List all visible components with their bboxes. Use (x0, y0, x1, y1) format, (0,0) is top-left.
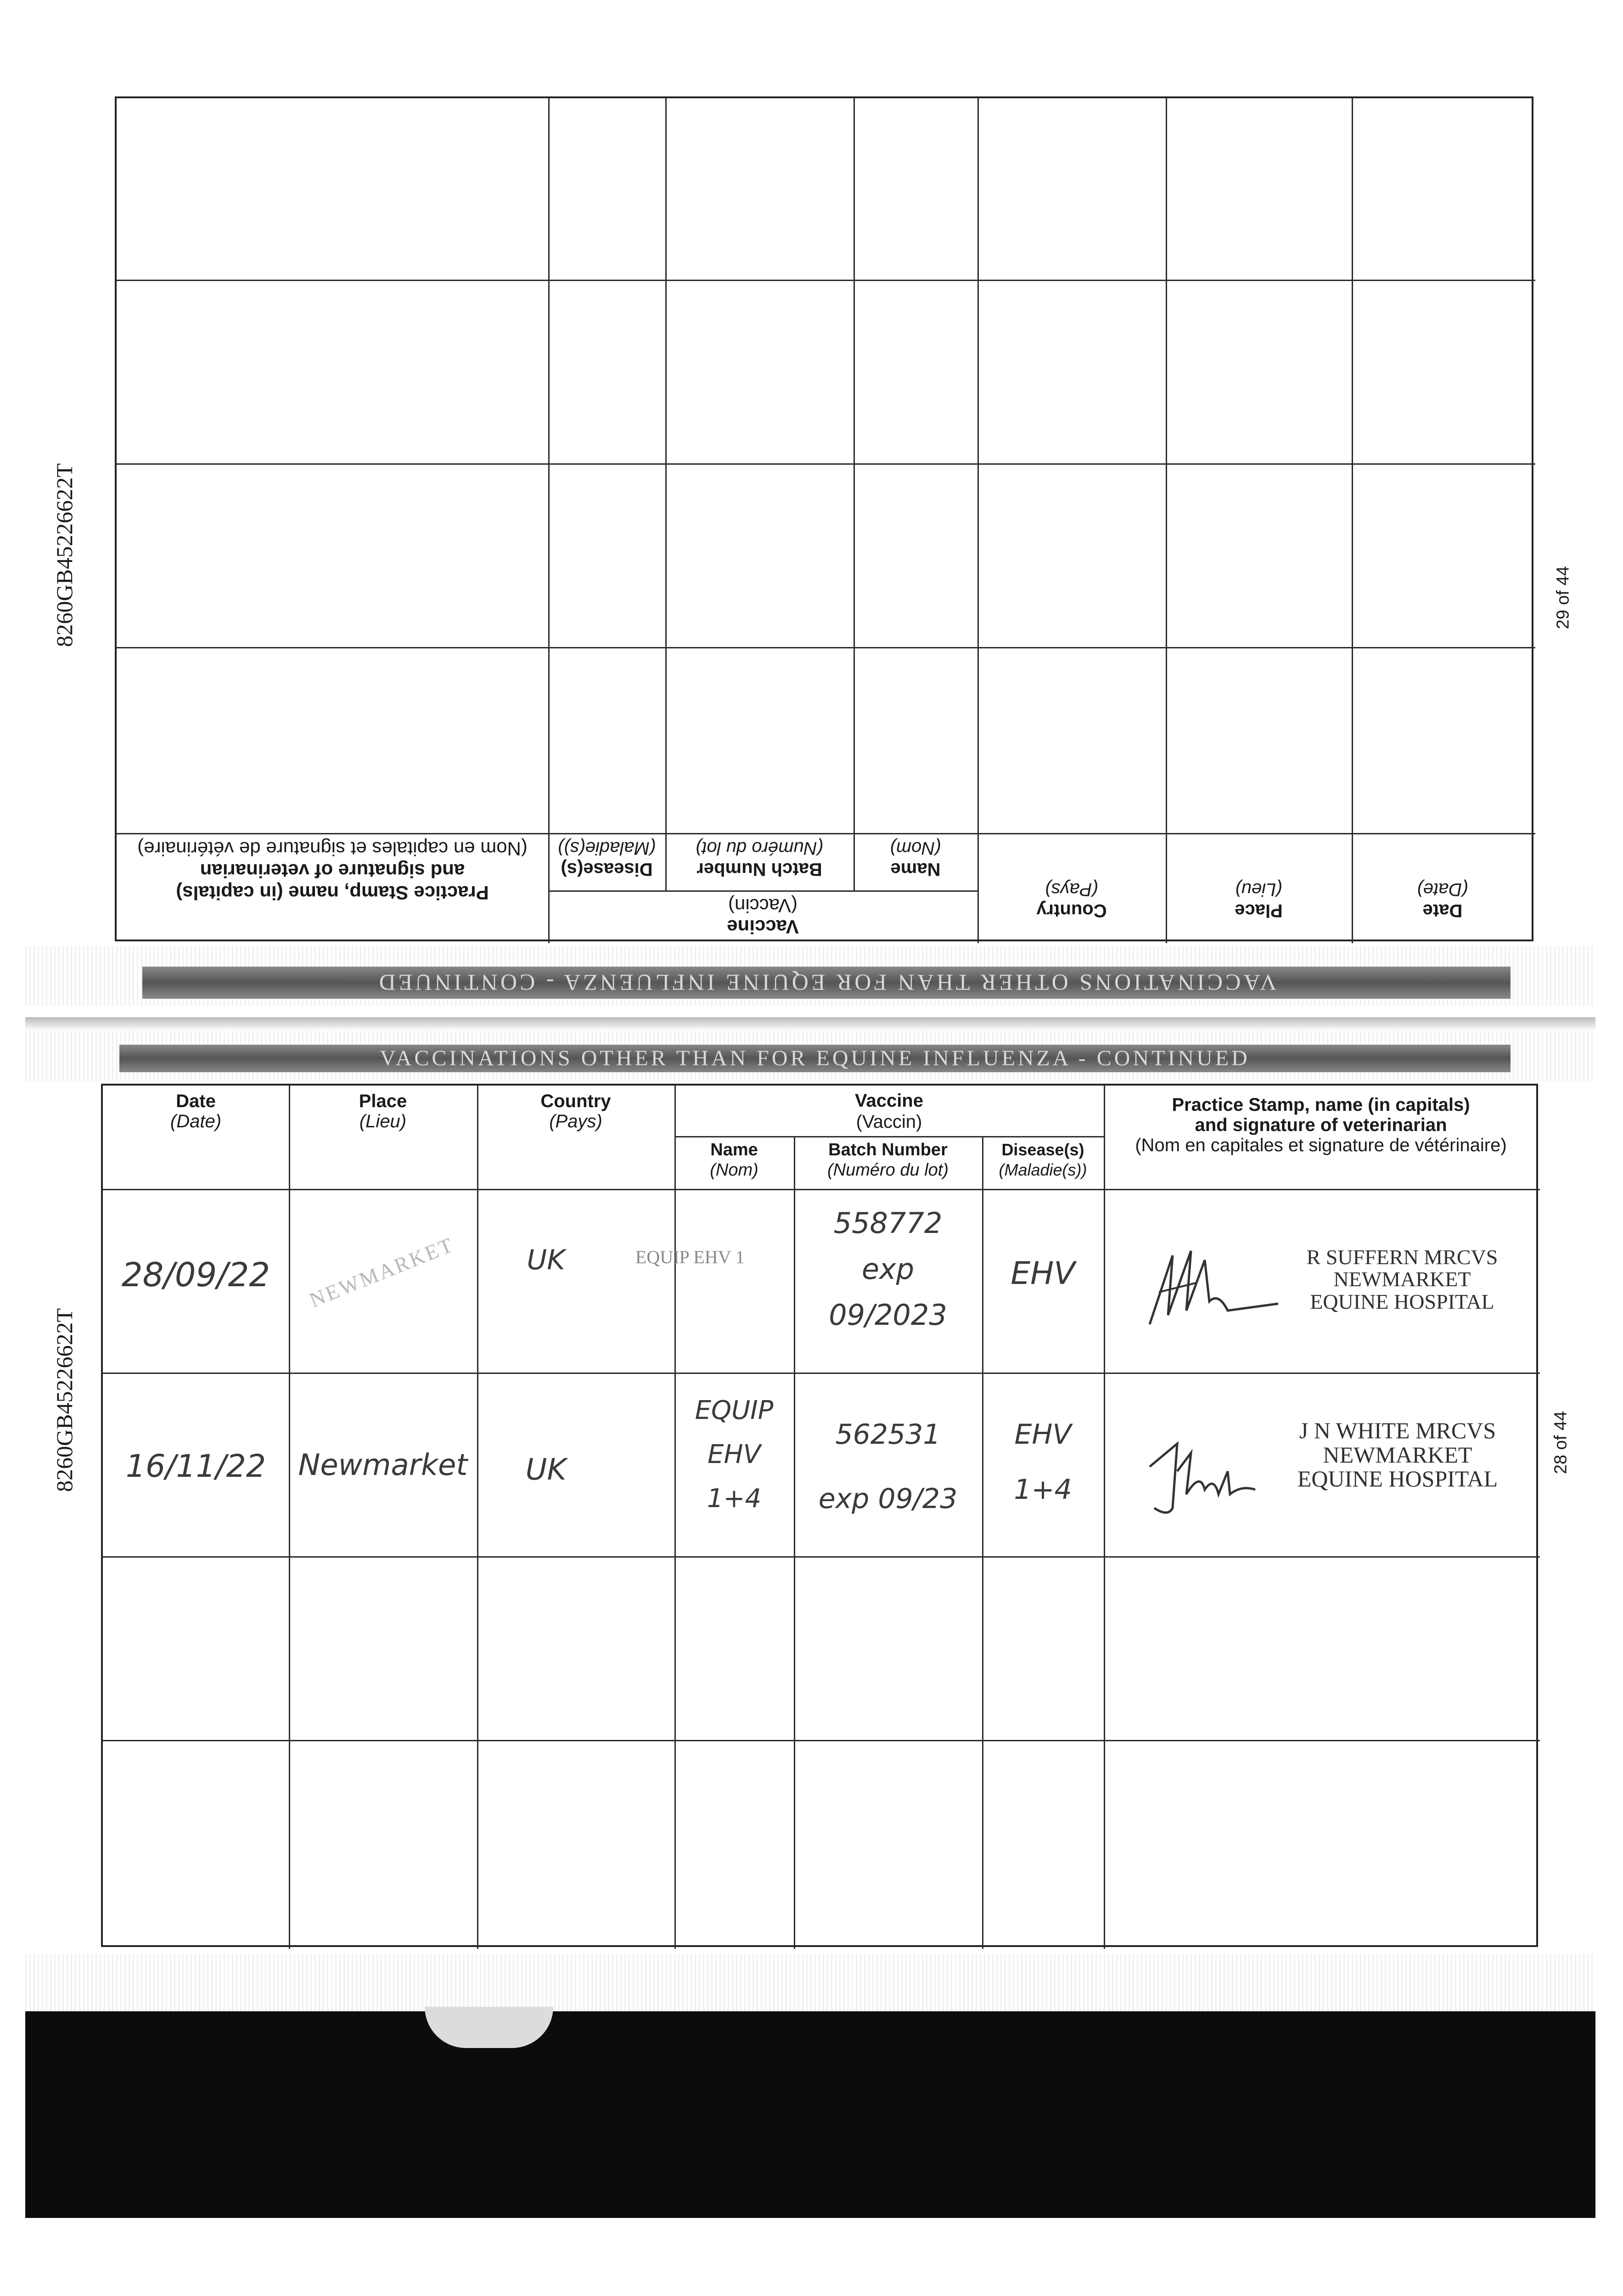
header-name-fr: (Nom) (710, 1160, 758, 1180)
header-stamp-line2: and signature of veterinarian (1195, 1115, 1447, 1135)
upper-header-vaccine (548, 895, 977, 937)
row1-stamp-vet: R SUFFERN MRCVS (1306, 1245, 1498, 1269)
upper-header-name (854, 838, 977, 880)
upper-header-stamp-line2: and signature of veterinarian (200, 860, 465, 882)
row1-practice-stamp (1269, 1246, 1535, 1313)
header-date-label: Date (176, 1091, 216, 1111)
header-disease-fr: (Maladie(s)) (999, 1160, 1087, 1179)
lower-vaccination-table (101, 1084, 1538, 1947)
row1-batch-number: 558772 (833, 1206, 943, 1240)
page-number-bottom: 28 of 44 (1551, 1411, 1571, 1474)
header-disease (982, 1140, 1104, 1180)
header-vaccine (674, 1090, 1104, 1132)
row1-batch-exp: exp (861, 1252, 915, 1286)
upper-header-stamp-fr: (Nom en capitales et signature de vétérinaire) (137, 838, 528, 860)
upper-header-disease (548, 838, 665, 880)
header-vaccine-label: Vaccine (854, 1091, 923, 1111)
row2-batch-exp: exp 09/23 (818, 1483, 958, 1515)
upper-header-country-label: Country (1036, 900, 1107, 921)
header-place (289, 1091, 477, 1131)
header-place-fr: (Lieu) (359, 1111, 407, 1131)
document-id-top: 8260GB45226622T (51, 463, 77, 647)
row2-disease (982, 1407, 1104, 1517)
header-country (477, 1091, 674, 1131)
row1-batch-date: 09/2023 (829, 1298, 947, 1332)
header-vaccine-fr: (Vaccin) (856, 1112, 922, 1132)
upper-header-date (1352, 879, 1533, 921)
header-stamp-fr: (Nom en capitales et signature de vétérinaire) (1135, 1135, 1507, 1155)
row2-stamp-vet: J N WHITE MRCVS (1299, 1418, 1496, 1443)
upper-header-country (977, 879, 1166, 921)
row1-place-stamp: NEWMARKET (306, 1232, 458, 1312)
header-country-label: Country (540, 1091, 611, 1111)
header-country-fr: (Pays) (549, 1111, 602, 1131)
row1-name: EQUIP EHV 1 (635, 1247, 745, 1267)
header-stamp (1104, 1095, 1538, 1155)
upper-header-stamp (117, 838, 548, 904)
row2-batch-number: 562531 (835, 1418, 941, 1451)
document-id-bottom: 8260GB45226622T (51, 1308, 77, 1492)
page-fold (25, 1017, 1595, 1031)
row1-disease: EHV (1011, 1255, 1075, 1292)
upper-header-date-label: Date (1422, 900, 1463, 921)
upper-header-country-fr: (Pays) (1045, 879, 1098, 900)
header-disease-label: Disease(s) (1001, 1140, 1084, 1159)
upper-vaccination-table (115, 96, 1533, 941)
row2-disease-line2: 1+4 (1014, 1474, 1072, 1506)
row2-name-line1: EQUIP (695, 1396, 774, 1425)
header-place-label: Place (359, 1091, 407, 1111)
scan-noise-lower (25, 1954, 1595, 2011)
upper-header-batch (665, 838, 854, 880)
upper-header-name-label: Name (890, 859, 941, 879)
row2-stamp-town: NEWMARKET (1323, 1441, 1472, 1468)
header-name (674, 1140, 794, 1180)
upper-header-batch-label: Batch Number (696, 859, 822, 879)
banner-bottom: VACCINATIONS OTHER THAN FOR EQUINE INFLUENZA - CONTINUED (119, 1045, 1511, 1072)
row1-country: UK (527, 1244, 565, 1276)
upper-header-place (1166, 879, 1352, 921)
row2-stamp-practice: EQUINE HOSPITAL (1297, 1466, 1498, 1491)
upper-header-vaccine-fr: (Vaccin) (728, 895, 797, 917)
upper-header-vaccine-label: Vaccine (727, 916, 799, 938)
scanner-dark-band (25, 2011, 1595, 2218)
row2-place: Newmarket (298, 1448, 468, 1482)
row1-date: 28/09/22 (121, 1255, 270, 1294)
upper-header-disease-label: Disease(s) (561, 859, 653, 879)
row2-date: 16/11/22 (125, 1448, 266, 1485)
upper-header-place-fr: (Lieu) (1235, 879, 1282, 900)
row2-country: UK (525, 1453, 567, 1487)
upper-header-place-label: Place (1235, 900, 1283, 921)
upper-header-batch-fr: (Numéro du lot) (696, 838, 823, 858)
upper-header-name-fr: (Nom) (890, 838, 941, 858)
row1-stamp-practice: EQUINE HOSPITAL (1310, 1289, 1494, 1313)
row1-stamp-town: NEWMARKET (1333, 1267, 1471, 1291)
upper-header-date-fr: (Date) (1417, 879, 1468, 900)
row1-batch (794, 1200, 982, 1338)
upper-header-disease-fr: (Maladie(s)) (557, 838, 656, 858)
page-number-top: 29 of 44 (1553, 566, 1573, 630)
row2-disease-line1: EHV (1014, 1418, 1072, 1451)
row2-name (674, 1389, 794, 1521)
row2-name-line2: EHV (708, 1440, 761, 1469)
row2-name-line3: 1+4 (707, 1484, 762, 1514)
upper-page (115, 96, 1533, 941)
header-date (103, 1091, 289, 1131)
header-date-fr: (Date) (170, 1111, 222, 1131)
header-stamp-line1: Practice Stamp, name (in capitals) (1172, 1095, 1470, 1115)
row2-batch (794, 1402, 982, 1531)
header-batch (794, 1140, 982, 1180)
row2-practice-stamp (1251, 1418, 1544, 1491)
header-batch-label: Batch Number (828, 1140, 948, 1159)
scanner-smudge (425, 2007, 553, 2048)
row1-signature (1140, 1223, 1287, 1338)
upper-header-stamp-line1: Practice Stamp, name (in capitals) (176, 882, 489, 904)
banner-top: VACCINATIONS OTHER THAN FOR EQUINE INFLUENZA - CONTINUED (142, 967, 1511, 999)
header-name-label: Name (710, 1140, 758, 1159)
header-batch-fr: (Numéro du lot) (827, 1160, 949, 1180)
